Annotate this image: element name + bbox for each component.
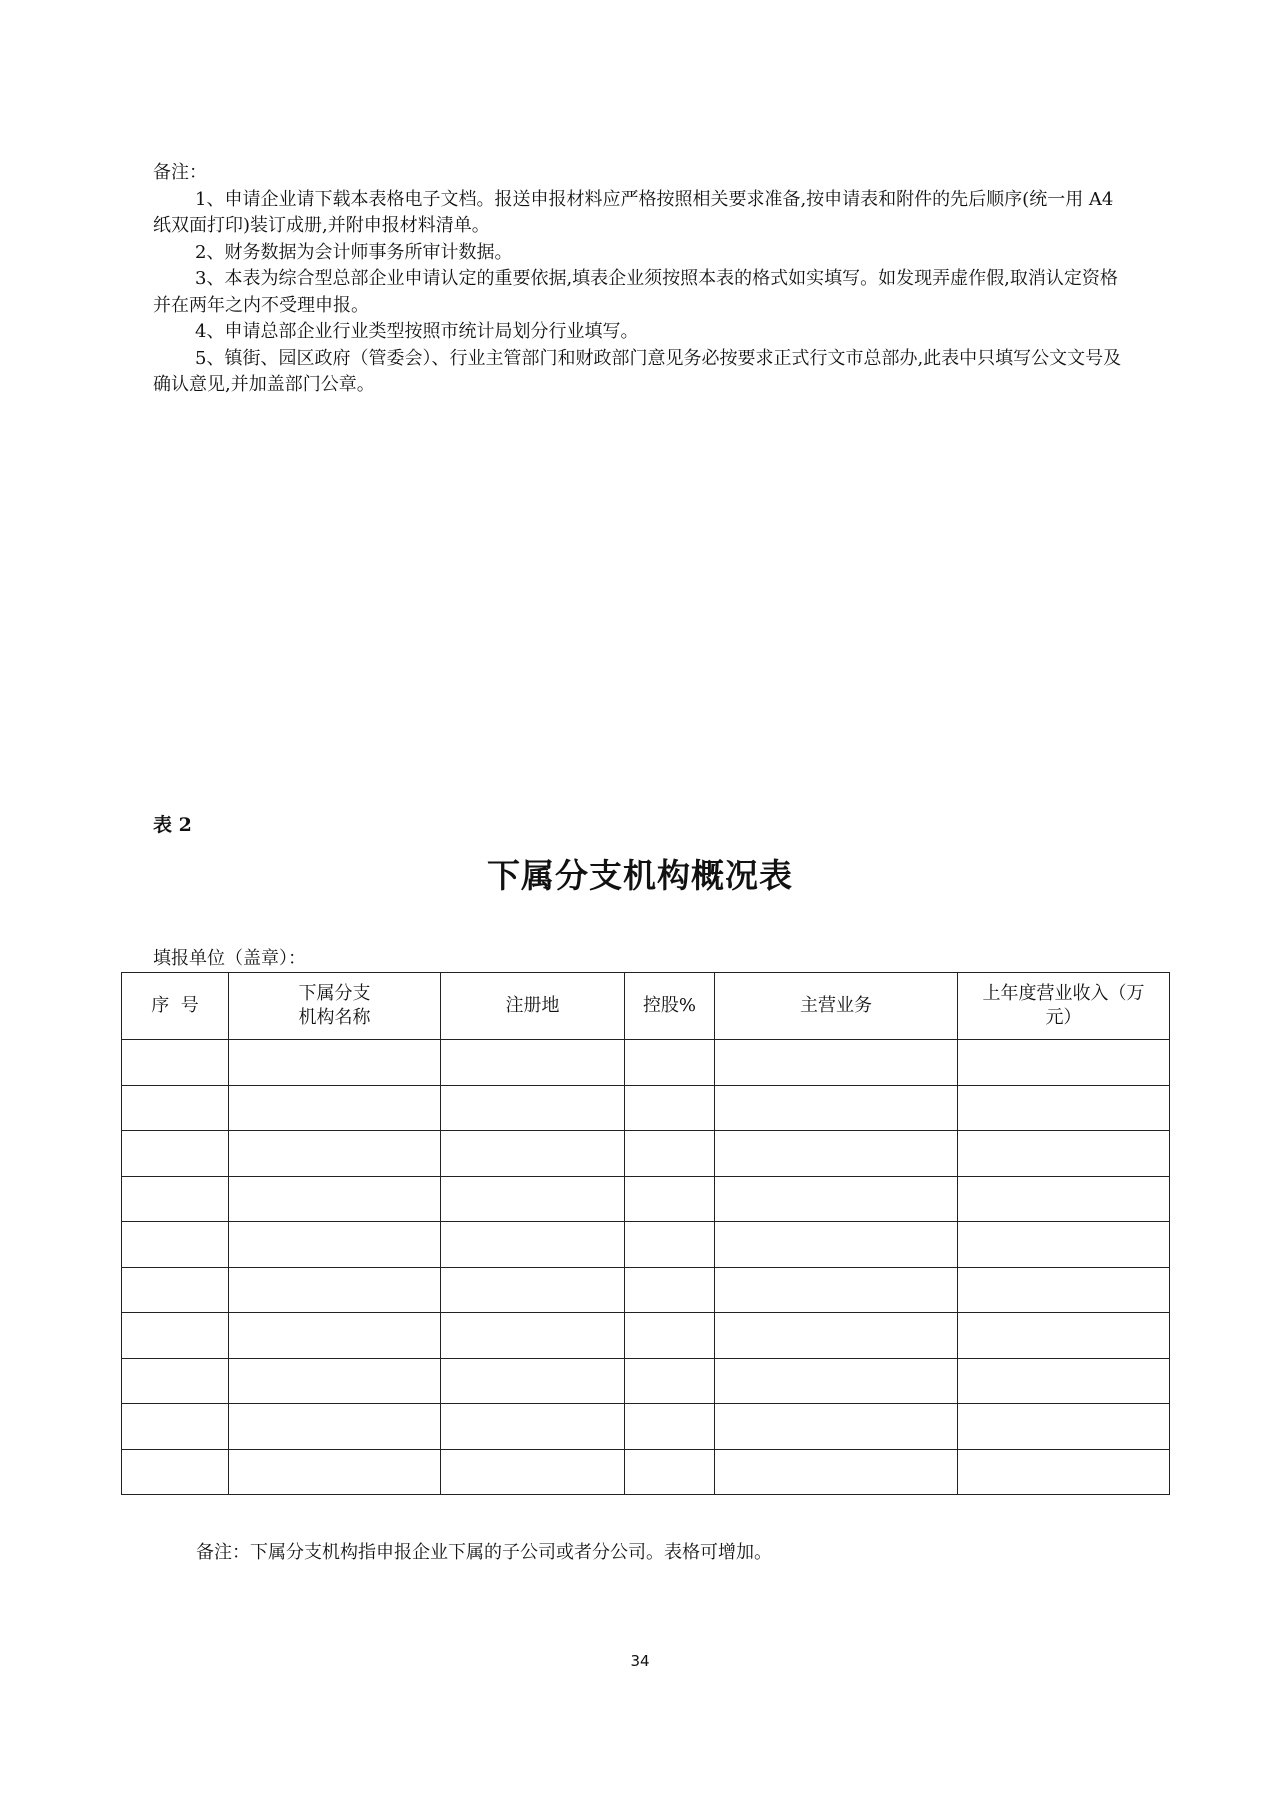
table-cell[interactable] xyxy=(229,1222,441,1268)
table-cell[interactable] xyxy=(229,1040,441,1086)
table-row xyxy=(122,1085,1170,1131)
table-cell[interactable] xyxy=(229,1267,441,1313)
page-title: 下属分支机构概况表 xyxy=(487,856,793,895)
footnote: 备注：下属分支机构指申报企业下属的子公司或者分公司。表格可增加。 xyxy=(196,1542,772,1563)
filler-unit-label: 填报单位（盖章）： xyxy=(153,948,306,969)
table-cell[interactable] xyxy=(715,1313,958,1359)
note-item: 5、镇街、园区政府（管委会）、行业主管部门和财政部门意见务必按要求正式行文市总部办,此表中只填写公文文号及确认意见,并加盖部门公章。 xyxy=(153,347,1122,395)
table-cell[interactable] xyxy=(625,1176,715,1222)
table-cell[interactable] xyxy=(441,1449,625,1495)
table-cell[interactable] xyxy=(625,1222,715,1268)
table-cell[interactable] xyxy=(229,1131,441,1177)
table-cell[interactable] xyxy=(229,1404,441,1450)
table-cell[interactable] xyxy=(229,1176,441,1222)
branch-table xyxy=(121,972,1170,1495)
table-cell[interactable] xyxy=(958,1267,1170,1313)
table-cell[interactable] xyxy=(122,1313,229,1359)
table-row xyxy=(122,1176,1170,1222)
table-cell[interactable] xyxy=(122,1404,229,1450)
note-item: 2、财务数据为会计师事务所审计数据。 xyxy=(195,241,513,263)
table-cell[interactable] xyxy=(715,1131,958,1177)
table-label: 表 2 xyxy=(153,814,192,836)
table-cell[interactable] xyxy=(958,1176,1170,1222)
table-cell[interactable] xyxy=(441,1176,625,1222)
table-row xyxy=(122,1267,1170,1313)
note-item: 4、申请总部企业行业类型按照市统计局划分行业填写。 xyxy=(195,321,639,342)
table-cell[interactable] xyxy=(441,1085,625,1131)
table-cell[interactable] xyxy=(441,1131,625,1177)
table-cell[interactable] xyxy=(229,1085,441,1131)
table-row xyxy=(122,1358,1170,1404)
table-cell[interactable] xyxy=(715,1267,958,1313)
table-cell[interactable] xyxy=(958,1040,1170,1086)
table-cell[interactable] xyxy=(715,1085,958,1131)
table-row xyxy=(122,1404,1170,1450)
header-registration-place: 注册地 xyxy=(441,973,625,1040)
table-cell[interactable] xyxy=(122,1176,229,1222)
table-cell[interactable] xyxy=(229,1449,441,1495)
table-cell[interactable] xyxy=(958,1404,1170,1450)
table-cell[interactable] xyxy=(122,1358,229,1404)
table-header-row xyxy=(122,973,1170,1040)
note-item: 3、本表为综合型总部企业申请认定的重要依据,填表企业须按照本表的格式如实填写。如发现弄虚作假,取消认定资格并在两年之内不受理申报。 xyxy=(153,268,1118,316)
table-cell[interactable] xyxy=(441,1222,625,1268)
table-cell[interactable] xyxy=(122,1222,229,1268)
table-cell[interactable] xyxy=(229,1313,441,1359)
table-cell[interactable] xyxy=(122,1131,229,1177)
table-row xyxy=(122,1040,1170,1086)
table-cell[interactable] xyxy=(625,1267,715,1313)
table-cell[interactable] xyxy=(958,1222,1170,1268)
table-cell[interactable] xyxy=(441,1404,625,1450)
table-cell[interactable] xyxy=(715,1040,958,1086)
table-cell[interactable] xyxy=(715,1358,958,1404)
table-cell[interactable] xyxy=(715,1404,958,1450)
table-cell[interactable] xyxy=(441,1358,625,1404)
table-cell[interactable] xyxy=(625,1313,715,1359)
table-cell[interactable] xyxy=(122,1449,229,1495)
table-cell[interactable] xyxy=(715,1449,958,1495)
table-cell[interactable] xyxy=(122,1267,229,1313)
table-cell[interactable] xyxy=(229,1358,441,1404)
table-cell[interactable] xyxy=(958,1449,1170,1495)
table-cell[interactable] xyxy=(625,1131,715,1177)
header-serial: 序 号 xyxy=(122,973,229,1040)
header-last-year-revenue: 上年度营业收入（万 元） xyxy=(958,973,1170,1040)
table-cell[interactable] xyxy=(958,1358,1170,1404)
table-cell[interactable] xyxy=(958,1313,1170,1359)
table-cell[interactable] xyxy=(441,1040,625,1086)
header-holding-percent: 控股% xyxy=(625,973,715,1040)
note-item: 1、申请企业请下载本表格电子文档。报送申报材料应严格按照相关要求准备,按申请表和附件的先后顺序(统一用 A4 纸双面打印)装订成册,并附申报材料清单。 xyxy=(153,188,1114,236)
table-body xyxy=(122,1040,1170,1495)
header-main-business: 主营业务 xyxy=(715,973,958,1040)
header-branch-name: 下属分支 机构名称 xyxy=(229,973,441,1040)
table-cell[interactable] xyxy=(625,1358,715,1404)
notes-section xyxy=(153,160,1128,399)
table-row xyxy=(122,1449,1170,1495)
table-cell[interactable] xyxy=(122,1040,229,1086)
table-cell[interactable] xyxy=(958,1085,1170,1131)
table-cell[interactable] xyxy=(958,1131,1170,1177)
table-cell[interactable] xyxy=(625,1449,715,1495)
table-cell[interactable] xyxy=(715,1222,958,1268)
table-cell[interactable] xyxy=(625,1040,715,1086)
table-cell[interactable] xyxy=(715,1176,958,1222)
table-row xyxy=(122,1313,1170,1359)
table-cell[interactable] xyxy=(625,1085,715,1131)
table-cell[interactable] xyxy=(122,1085,229,1131)
notes-heading: 备注： xyxy=(153,162,207,183)
table-cell[interactable] xyxy=(625,1404,715,1450)
table-row xyxy=(122,1131,1170,1177)
table-row xyxy=(122,1222,1170,1268)
table-cell[interactable] xyxy=(441,1267,625,1313)
table-cell[interactable] xyxy=(441,1313,625,1359)
page-number: 34 xyxy=(630,1652,650,1670)
